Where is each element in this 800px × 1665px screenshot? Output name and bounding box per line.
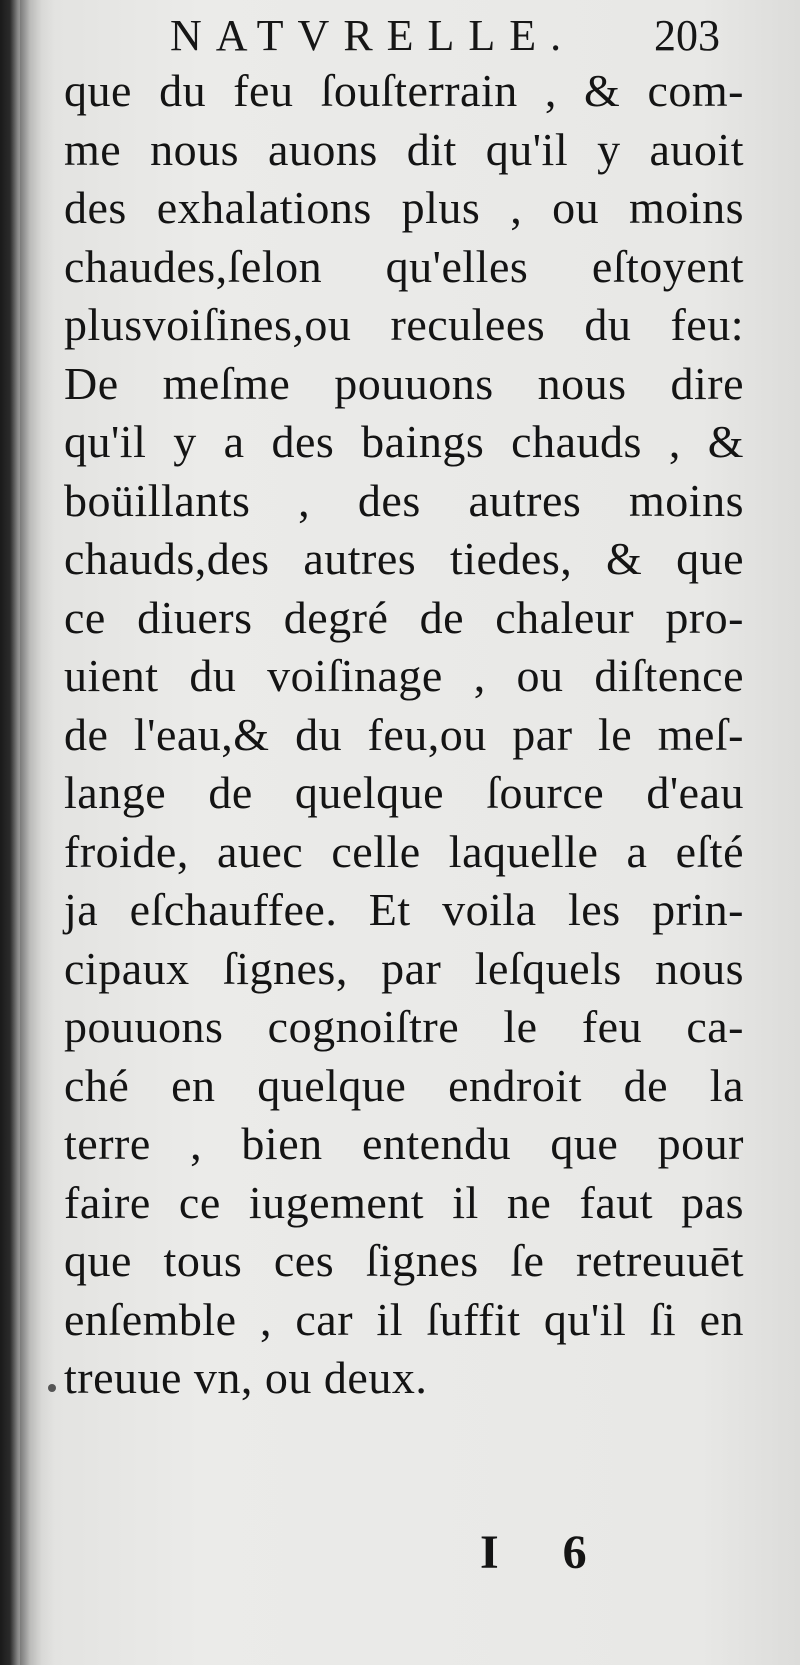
text-line: ce diuers degré de chaleur pro- bbox=[64, 591, 744, 643]
text-line: chaudes,ſelon qu'elles eſtoyent bbox=[64, 240, 744, 292]
page-header bbox=[170, 10, 730, 70]
text-line: cipaux ſignes, par leſquels nous bbox=[64, 942, 744, 994]
text-line: treuue vn, ou deux. bbox=[64, 1352, 428, 1403]
text-line: ché en quelque endroit de la bbox=[64, 1059, 744, 1111]
running-head: NATVRELLE. bbox=[170, 11, 576, 60]
text-line: enſemble , car il ſuffit qu'il ſi en bbox=[64, 1293, 744, 1345]
text-line: que du feu ſouſterrain , & com- bbox=[64, 65, 744, 116]
text-line: de l'eau,& du feu,ou par le meſ- bbox=[64, 708, 744, 760]
ink-speck bbox=[48, 1384, 56, 1392]
text-line: chauds,des autres tiedes, & que bbox=[64, 533, 744, 584]
page-number: 203 bbox=[654, 11, 720, 60]
text-line: faire ce iugement il ne faut pas bbox=[64, 1176, 744, 1228]
text-line: De meſme pouuons nous dire bbox=[64, 357, 744, 409]
text-line: ja eſchauffee. Et voila les prin- bbox=[64, 884, 744, 935]
text-line: froide, auec celle laquelle a eſté bbox=[64, 825, 744, 877]
body-text bbox=[64, 62, 744, 1408]
text-line: uient du voiſinage , ou diſtence bbox=[64, 650, 744, 701]
text-line: des exhalations plus , ou moins bbox=[64, 182, 744, 233]
text-line: terre , bien entendu que pour bbox=[64, 1118, 744, 1169]
text-line: lange de quelque ſource d'eau bbox=[64, 767, 744, 818]
text-line: qu'il y a des baings chauds , & bbox=[64, 416, 744, 467]
text-line: me nous auons dit qu'il y auoit bbox=[64, 123, 744, 175]
text-line: pouuons cognoiſtre le feu ca- bbox=[64, 1001, 744, 1052]
gutter-shadow bbox=[20, 0, 42, 1665]
signature-mark: I 6 bbox=[480, 1526, 613, 1579]
text-line: que tous ces ſignes ſe retreuuēt bbox=[64, 1235, 744, 1286]
text-line: plusvoiſines,ou reculees du feu: bbox=[64, 299, 744, 350]
text-line: boüillants , des autres moins bbox=[64, 474, 744, 526]
